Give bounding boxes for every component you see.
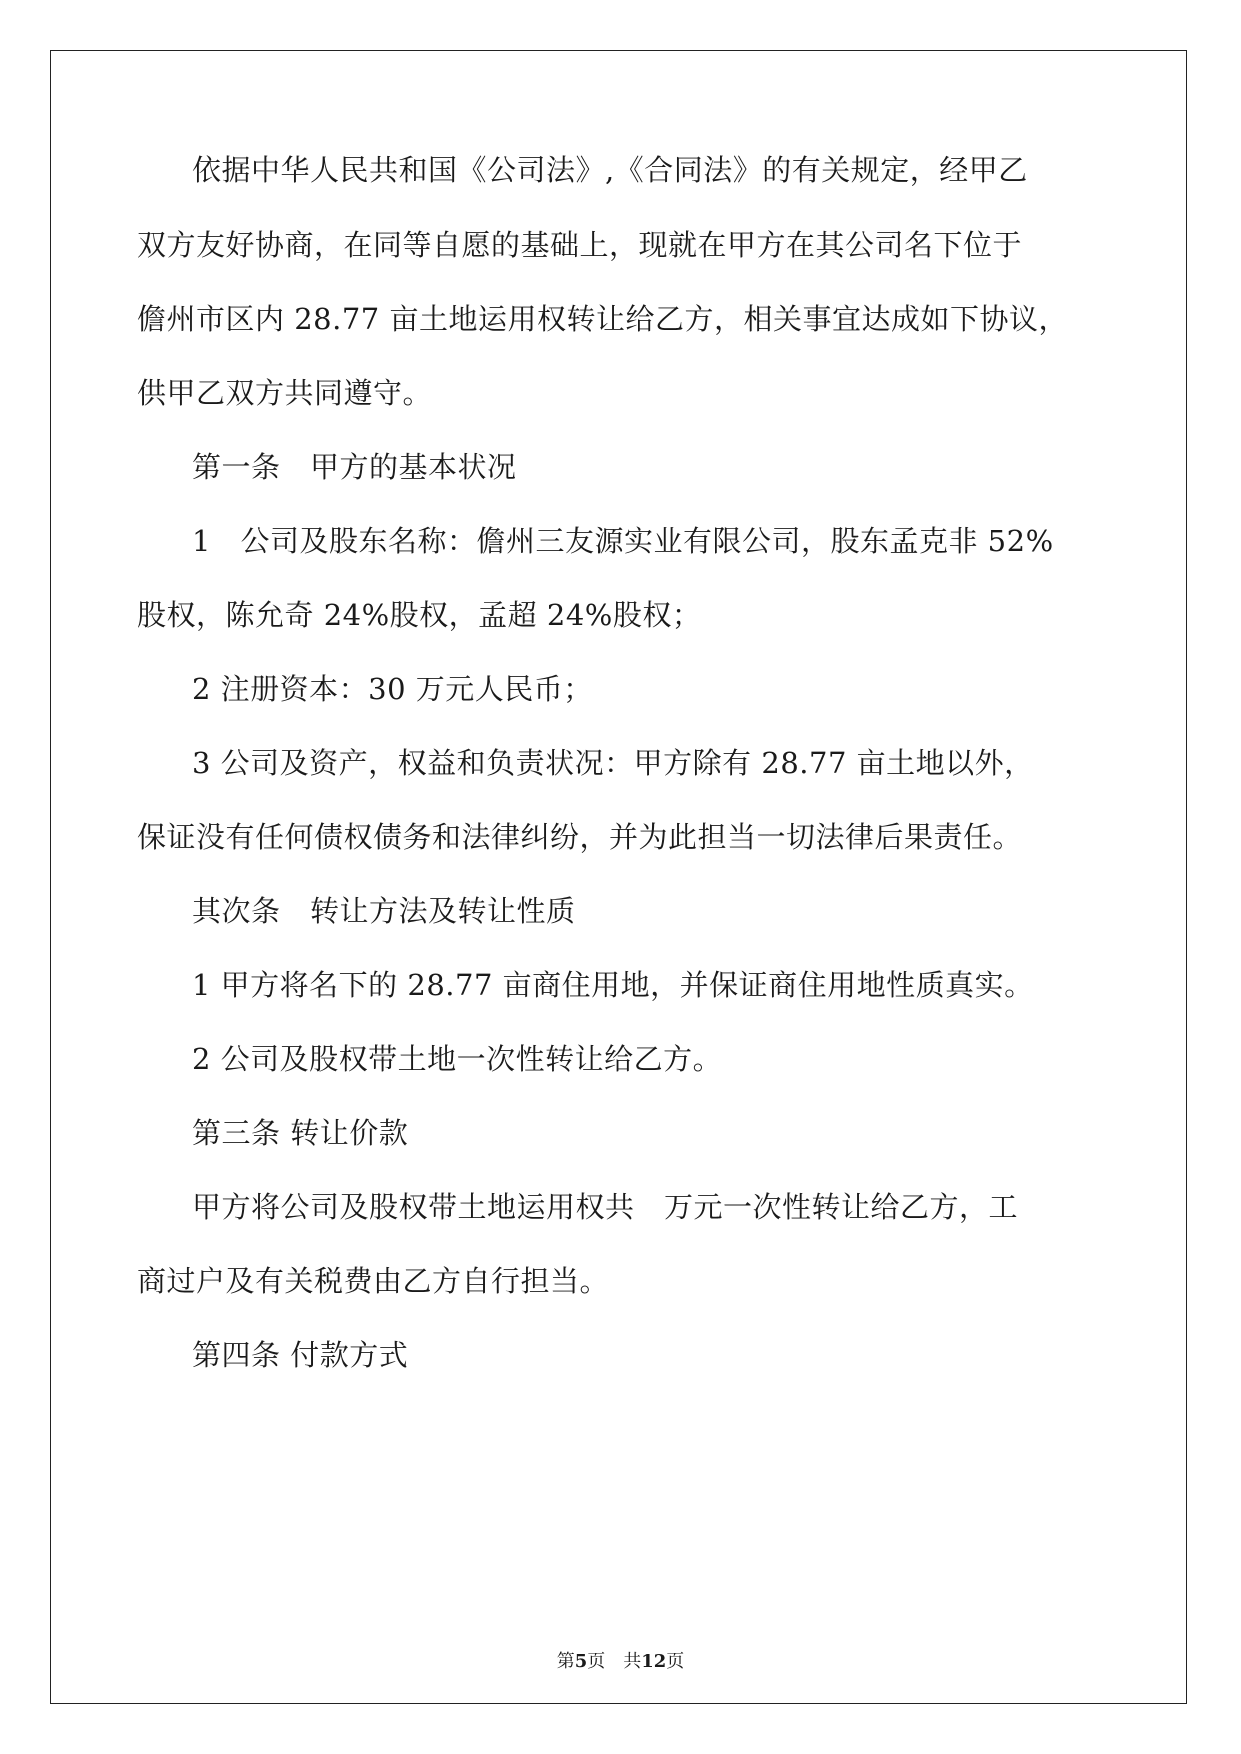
text-line: 2 注册资本：30 万元人民币；: [192, 672, 593, 706]
footer-prefix: 第: [556, 1651, 575, 1672]
text-line: 2 公司及股权带土地一次性转让给乙方。: [192, 1042, 723, 1076]
section-heading: 其次条 转让方法及转让性质: [192, 894, 576, 928]
section-heading: 第三条 转让价款: [192, 1116, 409, 1150]
footer-suffix: 页: [666, 1651, 685, 1672]
section-heading: 第一条 甲方的基本状况: [192, 450, 517, 484]
text-line: 3 公司及资产，权益和负责状况：甲方除有 28.77 亩土地以外，: [192, 746, 1034, 780]
text-line: 依据中华人民共和国《公司法》,《合同法》的有关规定，经甲乙: [192, 153, 1028, 187]
page-number: 5: [574, 1651, 588, 1672]
text-line: 儋州市区内 28.77 亩土地运用权转让给乙方，相关事宜达成如下协议，: [137, 302, 1068, 336]
text-line: 1 公司及股东名称：儋州三友源实业有限公司，股东孟克非 52%: [192, 524, 1054, 558]
text-line: 保证没有任何债权债务和法律纠纷，并为此担当一切法律后果责任。: [137, 820, 1023, 854]
total-pages: 12: [641, 1651, 667, 1672]
section-heading: 第四条 付款方式: [192, 1338, 409, 1372]
text-line: 供甲乙双方共同遵守。: [137, 376, 433, 410]
text-line: 商过户及有关税费由乙方自行担当。: [137, 1264, 610, 1298]
text-line: 双方友好协商，在同等自愿的基础上，现就在甲方在其公司名下位于: [137, 228, 1023, 262]
text-line: 1 甲方将名下的 28.77 亩商住用地，并保证商住用地性质真实。: [192, 968, 1034, 1002]
text-line: 甲方将公司及股权带土地运用权共 万元一次性转让给乙方，工: [192, 1190, 1019, 1224]
footer-mid: 页 共: [587, 1651, 642, 1672]
text-line: 股权，陈允奇 24%股权，孟超 24%股权；: [137, 598, 702, 632]
page-footer: [0, 1650, 1241, 1674]
